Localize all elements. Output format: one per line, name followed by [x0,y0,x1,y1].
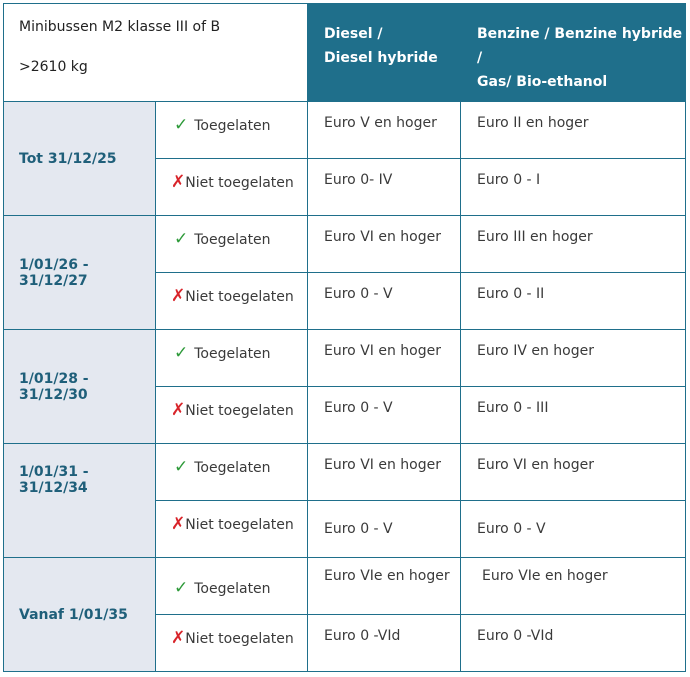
benzine-header-line1: Benzine / Benzine hybride / [477,26,683,66]
not-allowed-label: Niet toegelaten [185,403,294,419]
period-cell: 1/01/26 - 31/12/27 [4,216,156,330]
allowed-status-cell [156,558,308,615]
allowed-label: Toegelaten [194,118,271,134]
benzine-allowed-value: Euro VI en hoger [461,444,686,501]
diesel-allowed-value: Euro V en hoger [308,102,461,159]
table-row [4,444,686,501]
emission-table [3,3,686,672]
period-cell: 1/01/31 - 31/12/34 [4,444,156,558]
diesel-not-allowed-value: Euro 0 - V [308,273,461,330]
cross-icon: ✗ [171,172,186,192]
diesel-allowed-value: Euro VIe en hoger [308,558,461,615]
not-allowed-label: Niet toegelaten [185,289,294,305]
vehicle-weight-label: >2610 kg [19,59,88,75]
checkmark-icon: ✓ [174,343,189,363]
diesel-header-line1: Diesel / [324,26,383,42]
diesel-allowed-value: Euro VI en hoger [308,444,461,501]
period-cell: Vanaf 1/01/35 [4,558,156,672]
not-allowed-label: Niet toegelaten [185,517,294,533]
not-allowed-status-cell [156,615,308,672]
benzine-not-allowed-value: Euro 0 - III [461,387,686,444]
table-row [4,102,686,159]
header-row [4,4,686,102]
table-row [4,558,686,615]
benzine-allowed-value: Euro III en hoger [461,216,686,273]
cross-icon: ✗ [171,286,186,306]
table-row [4,216,686,273]
allowed-status-cell [156,330,308,387]
diesel-header-line2: Diesel hybride [324,50,438,66]
vehicle-category-title: Minibussen M2 klasse III of B [19,19,221,35]
not-allowed-label: Niet toegelaten [185,631,294,647]
not-allowed-status-cell [156,273,308,330]
diesel-not-allowed-value: Euro 0 - V [308,387,461,444]
benzine-allowed-value: Euro IV en hoger [461,330,686,387]
benzine-not-allowed-value: Euro 0 - V [461,501,686,558]
checkmark-icon: ✓ [174,457,189,477]
benzine-column-header [461,4,686,102]
vehicle-category-header [4,4,308,102]
checkmark-icon: ✓ [174,578,189,598]
period-cell: 1/01/28 - 31/12/30 [4,330,156,444]
benzine-not-allowed-value: Euro 0 - II [461,273,686,330]
diesel-not-allowed-value: Euro 0- IV [308,159,461,216]
benzine-header-line2: Gas/ Bio-ethanol [477,74,608,90]
benzine-not-allowed-value: Euro 0 - I [461,159,686,216]
checkmark-icon: ✓ [174,115,189,135]
diesel-allowed-value: Euro VI en hoger [308,330,461,387]
cross-icon: ✗ [171,514,186,534]
benzine-allowed-value: Euro II en hoger [461,102,686,159]
not-allowed-status-cell [156,501,308,558]
diesel-column-header [308,4,461,102]
allowed-status-cell [156,102,308,159]
allowed-label: Toegelaten [194,346,271,362]
allowed-label: Toegelaten [194,460,271,476]
not-allowed-label: Niet toegelaten [185,175,294,191]
cross-icon: ✗ [171,628,186,648]
not-allowed-status-cell [156,159,308,216]
cross-icon: ✗ [171,400,186,420]
period-cell: Tot 31/12/25 [4,102,156,216]
allowed-status-cell [156,216,308,273]
benzine-not-allowed-value: Euro 0 -VId [461,615,686,672]
not-allowed-status-cell [156,387,308,444]
allowed-label: Toegelaten [194,232,271,248]
benzine-allowed-value: Euro VIe en hoger [461,558,686,615]
allowed-status-cell [156,444,308,501]
table-row [4,330,686,387]
diesel-allowed-value: Euro VI en hoger [308,216,461,273]
diesel-not-allowed-value: Euro 0 -VId [308,615,461,672]
diesel-not-allowed-value: Euro 0 - V [308,501,461,558]
allowed-label: Toegelaten [194,581,271,597]
checkmark-icon: ✓ [174,229,189,249]
